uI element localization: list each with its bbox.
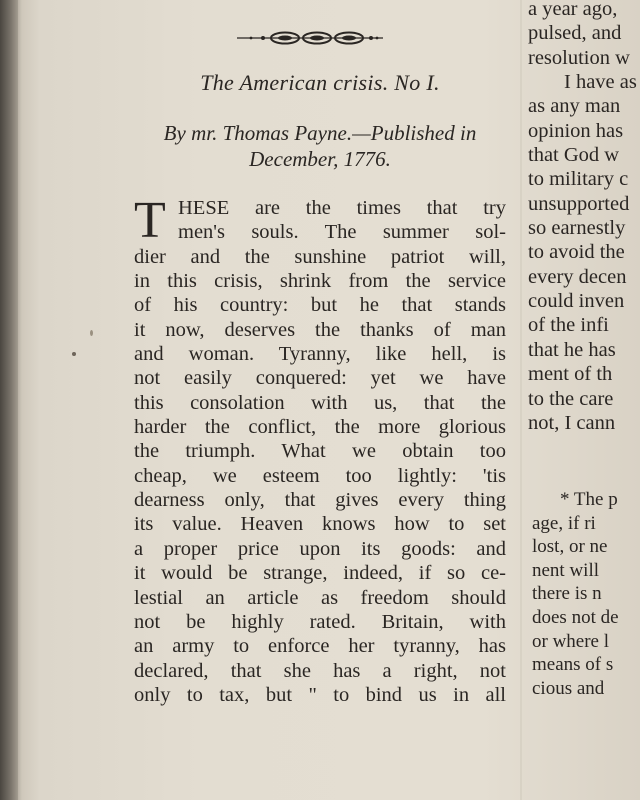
adjacent-column-line: ment of th <box>528 363 613 386</box>
article-line: the triumph. What we obtain too <box>134 440 506 463</box>
adjacent-column-line: to avoid the <box>528 241 625 264</box>
adjacent-column-line: as any man <box>528 95 621 118</box>
article-line: in this crisis, shrink from the service <box>134 270 506 293</box>
article-line: its value. Heaven knows how to set <box>134 513 506 536</box>
page-binding <box>0 0 18 800</box>
adjacent-column-line: unsupported <box>528 192 630 215</box>
adjacent-column-line: not, I cann <box>528 411 616 434</box>
article-line: not be highly rated. Britain, with <box>134 610 506 633</box>
article-line: dier and the sunshine patriot will, <box>134 245 506 268</box>
footnote-line: does not de <box>532 606 619 628</box>
article-body <box>134 192 506 707</box>
article-title: The American crisis. No I. <box>200 70 440 95</box>
article-line: HESE are the times that try <box>178 197 506 219</box>
footnote-line: age, if ri <box>532 512 596 534</box>
article-line: it now, deserves the thanks of man <box>134 318 506 341</box>
ornament-divider-icon <box>235 28 385 48</box>
article-line: dearness only, that gives every thing <box>134 489 506 512</box>
adjacent-column-line: a year ago, <box>528 0 618 20</box>
adjacent-column-line: could inven <box>528 290 625 313</box>
footnote-line: or where l <box>532 630 610 652</box>
adjacent-column-line: I have as <box>564 71 637 94</box>
byline-line-2: December, 1776. <box>249 147 391 171</box>
adjacent-column-line: that he has <box>528 338 616 361</box>
ink-spot <box>72 352 76 356</box>
column-gutter <box>520 0 522 800</box>
article-line: only to tax, but " to bind us in all <box>134 683 506 706</box>
article-line: men's souls. The summer sol- <box>178 221 506 244</box>
adjacent-column-line: of the infi <box>528 314 609 337</box>
article-line: cheap, we esteem too lightly: 'tis <box>134 464 506 487</box>
footnote-line: cious and <box>532 677 605 699</box>
article-line: and woman. Tyranny, like hell, is <box>134 343 506 366</box>
footnote-line: nent will <box>532 559 600 581</box>
article-line: a proper price upon its goods: and <box>134 537 506 560</box>
adjacent-column-line: opinion has <box>528 119 624 142</box>
adjacent-column-line: to the care <box>528 387 614 410</box>
adjacent-column <box>528 0 640 435</box>
adjacent-column-line: so earnestly <box>528 217 626 240</box>
footnote-line: lost, or ne <box>532 536 608 558</box>
article-line: not easily conquered: yet we have <box>134 367 506 390</box>
drop-cap: T <box>134 192 166 249</box>
article-line: this consolation with us, that the <box>134 391 506 414</box>
article-line: an army to enforce her tyranny, has <box>134 635 506 658</box>
footnote-line: * The p <box>560 489 618 510</box>
adjacent-column-line: resolution w <box>528 46 630 69</box>
ink-spot <box>90 330 93 336</box>
footnote-line: means of s <box>532 654 614 676</box>
adjacent-column-line: that God w <box>528 144 620 167</box>
adjacent-column-line: to military c <box>528 168 629 191</box>
adjacent-column-line: every decen <box>528 265 627 288</box>
article-line: declared, that she has a right, not <box>134 659 506 682</box>
footnote-line: there is n <box>532 583 602 605</box>
adjacent-footnote <box>532 488 640 700</box>
article-line: lestial an article as freedom should <box>134 586 506 609</box>
article-line: of his country: but he that stands <box>134 294 506 317</box>
article-line: harder the conflict, the more glorious <box>134 416 506 439</box>
adjacent-column-line: pulsed, and <box>528 22 622 45</box>
byline-line-1: By mr. Thomas Payne.—Published in <box>163 121 477 145</box>
article-byline <box>130 120 510 172</box>
article-line: it would be strange, indeed, if so ce- <box>134 562 506 585</box>
